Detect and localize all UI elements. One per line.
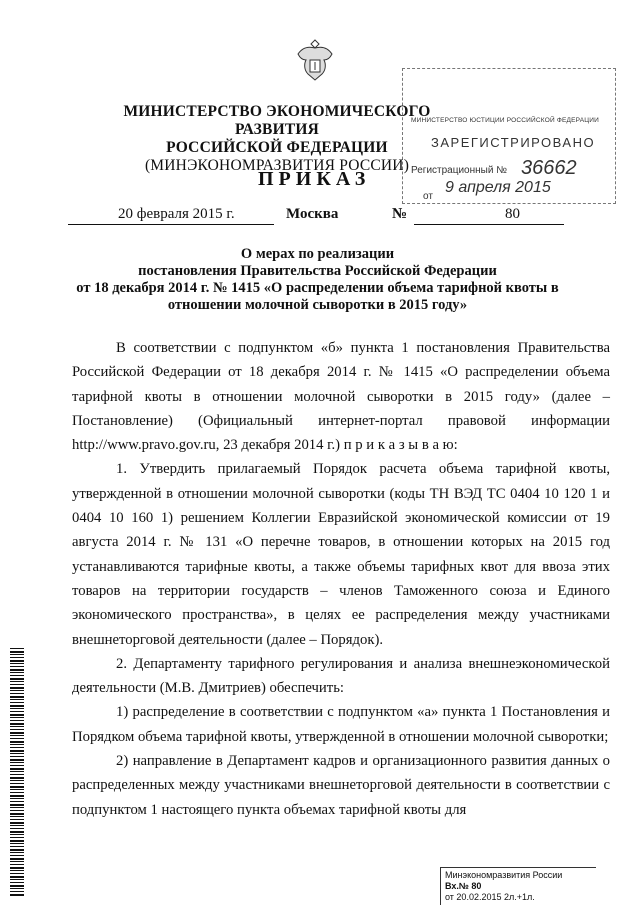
- order-number: 80: [505, 206, 520, 222]
- regbox-line-2: Вх.№ 80: [445, 881, 482, 891]
- body-paragraph-1: 1. Утвердить прилагаемый Порядок расчета объема тарифной квоты, утвержденной в отношении молочной сыворотки (коды ТН ВЭД ТС 0404 10 120 1 и 0404 10 160 1) решением Коллегии Евразийской экономической комиссии от 19 августа 2014 г. № 131 «О перечне товаров, в отношении которых на 2015 год устанавливаются тарифные квоты, а также объемы тарифных квот для ввоза этих товаров на территории государств – членов Таможенного союза и Единого экономического пространства», в целях ее распределения между участниками внешнеторговой деятельности (далее – Порядок).: [72, 461, 610, 648]
- regbox-line-3: от 20.02.2015 2л.+1л.: [445, 892, 535, 902]
- body-paragraph-2-1: 1) распределение в соответствии с подпунктом «а» пункта 1 Постановления и Порядком объема тарифной квоты, утвержденной в отношении молочной сыворотки;: [72, 704, 610, 745]
- subject-line-1: О мерах по реализации: [240, 246, 395, 262]
- order-city: Москва: [286, 206, 339, 222]
- ministry-line-1: МИНИСТЕРСТВО ЭКОНОМИЧЕСКОГО РАЗВИТИЯ: [123, 103, 431, 138]
- ministry-line-2: РОССИЙСКОЙ ФЕДЕРАЦИИ: [166, 139, 388, 156]
- body-paragraph-2-2: 2) направление в Департамент кадров и организационного развития данных о распределенных между участниками внешнеторговой деятельности в соответствии с подпунктом 1 настоящего пункта объемах тарифной квоты для: [72, 753, 610, 818]
- order-body: [72, 336, 610, 822]
- order-subject: [70, 246, 565, 314]
- body-paragraph-2: 2. Департаменту тарифного регулирования и анализа внешнеэкономической деятельности (М.В. Дмитриев) обеспечить:: [72, 655, 610, 697]
- stamp-reg-label: Регистрационный №: [411, 165, 507, 176]
- stamp-line-1: МИНИСТЕРСТВО ЮСТИЦИИ РОССИЙСКОЙ ФЕДЕРАЦИИ: [411, 117, 600, 124]
- stamp-from-label: от: [423, 191, 433, 202]
- number-underline: [414, 224, 564, 225]
- barcode-icon: [10, 648, 24, 896]
- subject-line-4: отношении молочной сыворотки в 2015 году»: [167, 297, 468, 313]
- document-type: ПРИКАЗ: [258, 168, 371, 190]
- ministry-line-3: (МИНЭКОНОМРАЗВИТИЯ РОССИИ): [144, 157, 410, 174]
- coat-of-arms-icon: [294, 36, 336, 84]
- body-paragraph-preamble: В соответствии с подпунктом «б» пункта 1 постановления Правительства Российской Федерации от 18 декабря 2014 г. № 1415 «О распределении объема тарифной квоты в отношении молочной сыворотки в 2015 году» (далее – Постановление) (Официальный интернет-портал правовой информации http://www.pravo.gov.ru, 23 декабря 2014 г.) п р и к а з ы в а ю:: [72, 340, 610, 454]
- order-date: 20 февраля 2015 г.: [118, 206, 235, 222]
- subject-line-3: от 18 декабря 2014 г. № 1415 «О распределении объема тарифной квоты в: [76, 280, 559, 296]
- order-number-label: №: [392, 206, 408, 222]
- incoming-registration-box: [440, 867, 596, 905]
- stamp-reg-number: 36662: [521, 157, 577, 179]
- ministry-title: [112, 103, 442, 175]
- date-underline: [68, 224, 274, 225]
- subject-line-2: постановления Правительства Российской Федерации: [138, 263, 497, 279]
- registration-stamp: [402, 68, 616, 204]
- stamp-line-2: ЗАРЕГИСТРИРОВАНО: [431, 135, 596, 150]
- stamp-reg-date: 9 апреля 2015: [445, 179, 551, 196]
- regbox-line-1: Минэкономразвития России: [445, 870, 563, 880]
